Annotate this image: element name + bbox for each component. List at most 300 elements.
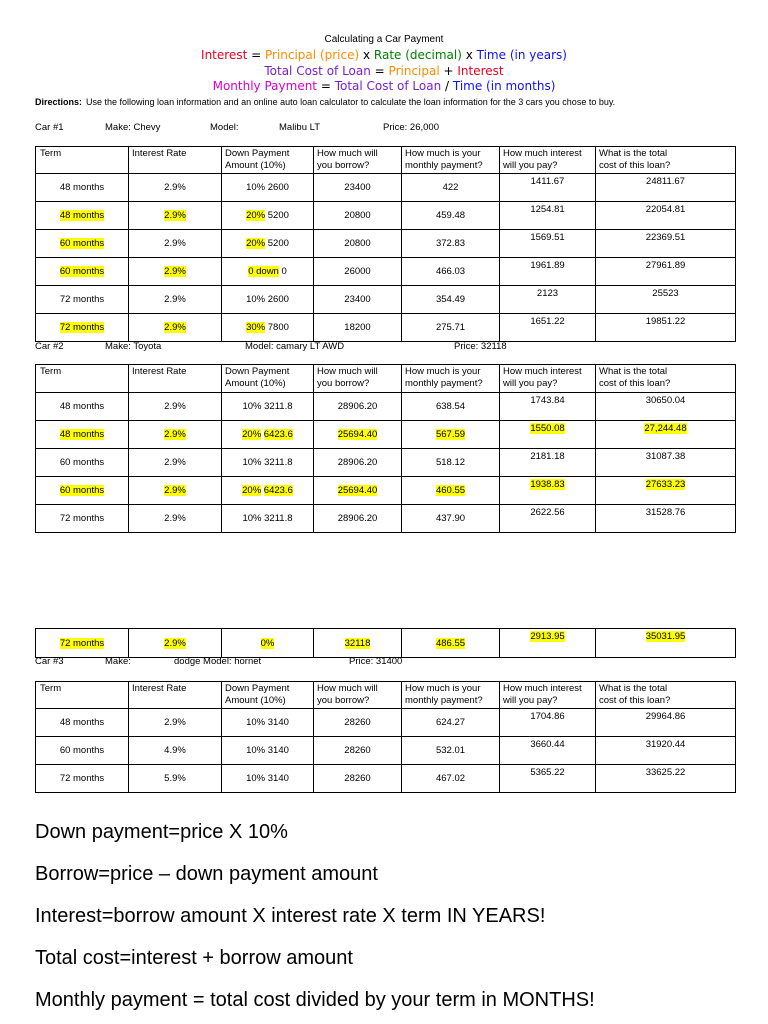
header-line: you borrow? [317, 160, 370, 171]
note-borrow: Borrow=price – down payment amount [35, 863, 378, 885]
header-line: How much is your [405, 148, 481, 159]
formula-term: Interest [457, 64, 504, 78]
header-line: Interest Rate [132, 366, 187, 377]
cell-rate [129, 629, 222, 658]
cell-monthly [402, 709, 500, 737]
cell-down-payment [222, 174, 314, 202]
down-percent: 10% [242, 513, 262, 524]
down-amount: 5200 [267, 210, 289, 221]
car-info-field: Malibu LT [279, 122, 321, 133]
term-value: 60 months [59, 457, 105, 468]
cell-monthly [402, 421, 500, 449]
cell-interest [500, 286, 596, 314]
total-value: 31920.44 [645, 739, 686, 750]
header-line: How much is your [405, 366, 481, 377]
cell-term [36, 765, 129, 793]
cell-term [36, 449, 129, 477]
car-info-field: Price: 32118 [454, 341, 507, 352]
borrow-value: 26000 [344, 266, 371, 277]
total-value: 22369.51 [645, 232, 686, 243]
down-percent: 10% [246, 773, 266, 784]
cell-total [596, 449, 736, 477]
total-cost-formula [0, 64, 768, 78]
down-amount: 2600 [267, 294, 289, 305]
header-line: Down Payment [225, 683, 290, 694]
header-line: cost of this loan? [599, 695, 671, 706]
formula-term: = [370, 64, 389, 78]
cell-interest [500, 449, 596, 477]
cell-total [596, 393, 736, 421]
cell-borrow [314, 505, 402, 533]
cell-term [36, 393, 129, 421]
column-header [36, 365, 129, 393]
interest-value: 2913.95 [530, 631, 565, 642]
formula-term: Time (in months) [452, 79, 556, 93]
header-line: will you pay? [503, 378, 558, 389]
cell-rate [129, 765, 222, 793]
page-title: Calculating a Car Payment [324, 34, 444, 45]
rate-value: 2.9% [164, 429, 186, 440]
rate-value: 2.9% [164, 485, 186, 496]
column-header [500, 365, 596, 393]
cell-term [36, 629, 129, 658]
cell-borrow [314, 314, 402, 342]
term-value: 72 months [59, 773, 105, 784]
header-line: Amount (10%) [225, 695, 286, 706]
header-line: How much will [317, 366, 378, 377]
total-value: 19851.22 [645, 316, 686, 327]
interest-value: 1743.84 [530, 395, 565, 406]
cell-rate [129, 505, 222, 533]
interest-value: 1938.83 [530, 479, 565, 490]
rate-value: 2.9% [164, 513, 186, 524]
borrow-value: 28906.20 [337, 401, 378, 412]
table-row [36, 505, 736, 533]
formula-term: Monthly Payment [212, 79, 318, 93]
column-header [402, 147, 500, 174]
car-info-field: Price: 31400 [349, 656, 403, 667]
column-header [314, 682, 402, 709]
cell-term [36, 505, 129, 533]
cell-total [596, 286, 736, 314]
table-row [36, 230, 736, 258]
cell-rate [129, 258, 222, 286]
rate-value: 2.9% [164, 637, 186, 649]
header-line: monthly payment? [405, 160, 483, 171]
car2-table [35, 364, 736, 533]
formula-term: = [317, 79, 335, 93]
monthly-value: 467.02 [435, 773, 466, 784]
interest-value: 1550.08 [530, 423, 565, 434]
down-amount: 2600 [267, 182, 289, 193]
cell-monthly [402, 258, 500, 286]
cell-term [36, 230, 129, 258]
interest-value: 1254.81 [530, 204, 565, 215]
borrow-value: 25694.40 [337, 429, 378, 440]
cell-borrow [314, 258, 402, 286]
header-line: will you pay? [503, 160, 558, 171]
column-header [500, 682, 596, 709]
car-info-field: dodge Model: hornet [174, 656, 262, 667]
car2-info [35, 341, 735, 355]
header-line: monthly payment? [405, 378, 483, 389]
cell-total [596, 230, 736, 258]
rate-value: 2.9% [164, 238, 186, 249]
down-amount: 6423.6 [263, 429, 293, 440]
term-value: 72 months [59, 513, 105, 524]
down-amount: 7800 [267, 322, 289, 333]
cell-down-payment [222, 709, 314, 737]
cell-total [596, 202, 736, 230]
cell-monthly [402, 202, 500, 230]
table-row [36, 477, 736, 505]
table-row [36, 286, 736, 314]
formula-term: Total Cost of Loan [334, 79, 442, 93]
table-row [36, 449, 736, 477]
header-line: Interest Rate [132, 683, 187, 694]
column-header [402, 365, 500, 393]
formula-term: x [461, 48, 477, 62]
rate-value: 4.9% [164, 745, 186, 756]
table-row [36, 765, 736, 793]
column-header [36, 682, 129, 709]
formula-term: Principal (price) [264, 48, 360, 62]
cell-interest [500, 709, 596, 737]
cell-down-payment [222, 230, 314, 258]
note-down-payment: Down payment=price X 10% [35, 821, 288, 843]
total-value: 31087.38 [645, 451, 686, 462]
column-header [129, 365, 222, 393]
car-info-field: Make: Toyota [105, 341, 162, 352]
note-interest: Interest=borrow amount X interest rate X term IN YEARS! [35, 905, 546, 927]
interest-value: 2181.18 [530, 451, 565, 462]
formula-term: x [359, 48, 374, 62]
cell-borrow [314, 477, 402, 505]
interest-value: 2123 [536, 288, 559, 299]
cell-down-payment [222, 629, 314, 658]
total-value: 22054.81 [645, 204, 686, 215]
down-amount: 3211.8 [264, 457, 293, 468]
table-row [36, 629, 736, 658]
car-info-field: Car #2 [35, 341, 64, 352]
car-info-field: Make: [105, 656, 131, 667]
header-line: cost of this loan? [599, 378, 671, 389]
table-row [36, 393, 736, 421]
interest-value: 1411.67 [530, 176, 565, 187]
down-amount: 3140 [267, 745, 289, 756]
down-percent: 10% [242, 401, 262, 412]
header-line: you borrow? [317, 695, 370, 706]
cell-rate [129, 202, 222, 230]
term-value: 48 months [59, 182, 105, 193]
monthly-value: 354.49 [435, 294, 466, 305]
monthly-value: 437.90 [435, 513, 466, 524]
header-line: Term [40, 366, 62, 377]
directions-label: Directions: [35, 97, 83, 107]
interest-value: 1704.86 [530, 711, 565, 722]
column-header [314, 365, 402, 393]
cell-rate [129, 421, 222, 449]
cell-rate [129, 286, 222, 314]
borrow-value: 28260 [344, 717, 371, 728]
header-line: What is the total [599, 148, 668, 159]
cell-rate [129, 709, 222, 737]
table-header-row [36, 365, 736, 393]
header-line: How much is your [405, 683, 481, 694]
cell-down-payment [222, 202, 314, 230]
cell-total [596, 477, 736, 505]
down-percent: 10% [246, 745, 266, 756]
column-header [596, 365, 736, 393]
cell-total [596, 629, 736, 658]
car-info-field: Price: 26,000 [383, 122, 439, 133]
table-header-row [36, 147, 736, 174]
cell-rate [129, 449, 222, 477]
column-header [222, 365, 314, 393]
down-percent: 20% [242, 429, 262, 440]
cell-down-payment [222, 449, 314, 477]
cell-term [36, 709, 129, 737]
total-value: 27961.89 [645, 260, 686, 271]
formula-term: Interest [201, 48, 248, 62]
down-percent: 0% [260, 637, 275, 649]
header-line: Amount (10%) [225, 160, 286, 171]
cell-total [596, 505, 736, 533]
monthly-value: 624.27 [435, 717, 466, 728]
column-header [596, 682, 736, 709]
car-info-field: Car #1 [35, 122, 64, 133]
cell-borrow [314, 449, 402, 477]
header-line: How much will [317, 148, 378, 159]
note-total-cost: Total cost=interest + borrow amount [35, 947, 353, 969]
cell-down-payment [222, 421, 314, 449]
rate-value: 2.9% [164, 294, 186, 305]
cell-borrow [314, 286, 402, 314]
total-value: 31528.76 [645, 507, 686, 518]
cell-down-payment [222, 314, 314, 342]
cell-monthly [402, 314, 500, 342]
down-amount: 5200 [267, 238, 289, 249]
cell-term [36, 258, 129, 286]
borrow-value: 25694.40 [337, 485, 378, 496]
cell-total [596, 421, 736, 449]
rate-value: 2.9% [164, 401, 186, 412]
formula-term: Rate (decimal) [373, 48, 462, 62]
cell-term [36, 286, 129, 314]
cell-monthly [402, 629, 500, 658]
cell-down-payment [222, 258, 314, 286]
formula-term: / [441, 79, 453, 93]
formula-term: = [247, 48, 265, 62]
down-percent: 20% [242, 485, 262, 496]
car-info-field: Car #3 [35, 656, 64, 667]
table-row [36, 314, 736, 342]
column-header [500, 147, 596, 174]
monthly-value: 275.71 [435, 322, 466, 333]
column-header [129, 147, 222, 174]
rate-value: 2.9% [164, 322, 186, 333]
rate-value: 2.9% [164, 182, 186, 193]
borrow-value: 28906.20 [337, 513, 378, 524]
monthly-value: 567.59 [435, 429, 466, 440]
cell-rate [129, 174, 222, 202]
cell-down-payment [222, 393, 314, 421]
total-value: 29964.86 [645, 711, 686, 722]
cell-monthly [402, 449, 500, 477]
cell-total [596, 765, 736, 793]
cell-term [36, 477, 129, 505]
cell-interest [500, 629, 596, 658]
cell-interest [500, 765, 596, 793]
down-percent: 20% [246, 210, 266, 221]
header-line: cost of this loan? [599, 160, 671, 171]
borrow-value: 32118 [344, 637, 371, 649]
rate-value: 2.9% [164, 210, 186, 221]
header-line: Down Payment [225, 366, 290, 377]
borrow-value: 28260 [344, 773, 371, 784]
total-value: 27633.23 [645, 479, 686, 490]
borrow-value: 28906.20 [337, 457, 378, 468]
cell-term [36, 174, 129, 202]
header-line: How much interest [503, 683, 582, 694]
cell-down-payment [222, 477, 314, 505]
table-row [36, 421, 736, 449]
down-percent: 10% [246, 294, 266, 305]
total-value: 30650.04 [645, 395, 686, 406]
down-percent: 10% [242, 457, 262, 468]
car1-table [35, 146, 736, 342]
table-row [36, 709, 736, 737]
table-row [36, 737, 736, 765]
down-amount: 3140 [267, 773, 289, 784]
cell-borrow [314, 629, 402, 658]
interest-formula [0, 48, 768, 62]
monthly-value: 460.55 [435, 485, 466, 496]
borrow-value: 18200 [344, 322, 371, 333]
cell-interest [500, 477, 596, 505]
borrow-value: 23400 [344, 294, 371, 305]
interest-value: 3660.44 [530, 739, 565, 750]
cell-borrow [314, 174, 402, 202]
cell-borrow [314, 765, 402, 793]
directions [35, 97, 615, 107]
cell-interest [500, 393, 596, 421]
cell-term [36, 314, 129, 342]
rate-value: 5.9% [164, 773, 186, 784]
cell-down-payment [222, 765, 314, 793]
cell-borrow [314, 230, 402, 258]
borrow-value: 20800 [344, 238, 371, 249]
cell-term [36, 737, 129, 765]
interest-value: 1651.22 [530, 316, 565, 327]
down-percent: 30% [246, 322, 266, 333]
cell-term [36, 202, 129, 230]
total-value: 27,244.48 [644, 423, 687, 434]
cell-interest [500, 258, 596, 286]
cell-rate [129, 230, 222, 258]
car-info-field: Model: [210, 122, 239, 133]
car2-extra-table [35, 628, 736, 658]
directions-text: Use the following loan information and an online auto loan calculator to calculate the loan information for the 3 cars you chose to buy. [86, 97, 616, 107]
column-header [314, 147, 402, 174]
table-row [36, 258, 736, 286]
term-value: 60 months [59, 266, 105, 277]
interest-value: 1569.51 [530, 232, 565, 243]
cell-total [596, 314, 736, 342]
table-row [36, 174, 736, 202]
interest-value: 1961.89 [530, 260, 565, 271]
cell-monthly [402, 286, 500, 314]
formula-term: Principal [388, 64, 440, 78]
table-row [36, 202, 736, 230]
cell-borrow [314, 393, 402, 421]
header-line: How much interest [503, 366, 582, 377]
header-line: Down Payment [225, 148, 290, 159]
monthly-value: 518.12 [435, 457, 466, 468]
cell-term [36, 421, 129, 449]
cell-monthly [402, 174, 500, 202]
cell-monthly [402, 765, 500, 793]
cell-monthly [402, 230, 500, 258]
cell-interest [500, 314, 596, 342]
cell-rate [129, 393, 222, 421]
total-value: 35031.95 [645, 631, 686, 642]
term-value: 72 months [59, 294, 105, 305]
cell-interest [500, 202, 596, 230]
header-line: will you pay? [503, 695, 558, 706]
header-line: Term [40, 148, 62, 159]
cell-interest [500, 421, 596, 449]
cell-monthly [402, 477, 500, 505]
down-percent: 0 down [248, 266, 279, 277]
monthly-value: 638.54 [435, 401, 466, 412]
interest-value: 5365.22 [530, 767, 565, 778]
cell-monthly [402, 505, 500, 533]
term-value: 48 months [59, 717, 105, 728]
header-line: How much will [317, 683, 378, 694]
monthly-value: 459.48 [435, 210, 466, 221]
term-value: 48 months [59, 401, 105, 412]
cell-rate [129, 314, 222, 342]
cell-borrow [314, 737, 402, 765]
rate-value: 2.9% [164, 717, 186, 728]
cell-total [596, 737, 736, 765]
down-percent: 20% [246, 238, 266, 249]
cell-borrow [314, 421, 402, 449]
monthly-value: 486.55 [435, 637, 466, 649]
header-line: How much interest [503, 148, 582, 159]
term-value: 60 months [59, 238, 105, 249]
cell-borrow [314, 709, 402, 737]
cell-total [596, 709, 736, 737]
formula-term: Total Cost of Loan [264, 64, 371, 78]
column-header [402, 682, 500, 709]
header-line: Term [40, 683, 62, 694]
down-amount: 0 [281, 266, 287, 277]
column-header [596, 147, 736, 174]
header-line: What is the total [599, 683, 668, 694]
borrow-value: 28260 [344, 745, 371, 756]
term-value: 48 months [59, 429, 105, 440]
cell-interest [500, 737, 596, 765]
cell-interest [500, 230, 596, 258]
down-amount: 3140 [267, 717, 289, 728]
car3-table [35, 681, 736, 793]
total-value: 33625.22 [645, 767, 686, 778]
header-line: Interest Rate [132, 148, 187, 159]
cell-borrow [314, 202, 402, 230]
total-value: 25523 [652, 288, 679, 299]
